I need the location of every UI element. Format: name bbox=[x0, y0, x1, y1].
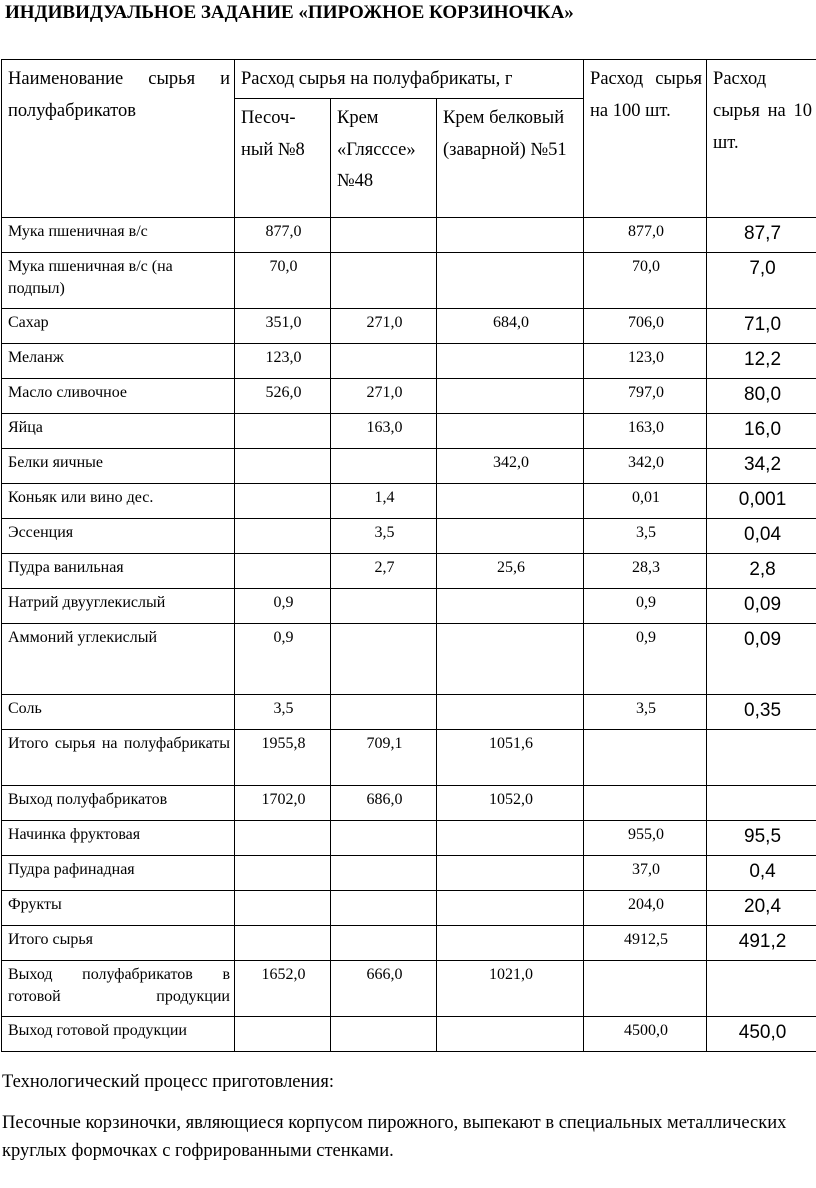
cell-glace: 709,1 bbox=[331, 729, 437, 785]
cell-glace bbox=[331, 217, 437, 252]
table-row bbox=[2, 855, 816, 890]
cell-glace bbox=[331, 820, 437, 855]
table-row bbox=[2, 729, 816, 785]
cell-protein bbox=[437, 378, 584, 413]
cell-glace bbox=[331, 1016, 437, 1051]
header-group: Расход сырья на полуфабрикаты, г bbox=[235, 60, 584, 99]
cell-glace: 271,0 bbox=[331, 378, 437, 413]
row-name-cell: Яйца bbox=[2, 413, 235, 448]
cell-sand bbox=[235, 518, 331, 553]
process-heading: Технологический процесс приготовления: bbox=[2, 1072, 334, 1092]
cell-protein: 1021,0 bbox=[437, 960, 584, 1016]
cell-protein bbox=[437, 413, 584, 448]
cell-per10: 95,5 bbox=[707, 820, 816, 855]
cell-sand bbox=[235, 1016, 331, 1051]
cell-per100: 342,0 bbox=[584, 448, 707, 483]
cell-glace bbox=[331, 623, 437, 694]
cell-sand: 1955,8 bbox=[235, 729, 331, 785]
cell-per100: 877,0 bbox=[584, 217, 707, 252]
header-sub-sand: Песоч-ный №8 bbox=[235, 98, 331, 217]
cell-sand bbox=[235, 820, 331, 855]
cell-sand: 877,0 bbox=[235, 217, 331, 252]
cell-per100: 3,5 bbox=[584, 518, 707, 553]
table-row bbox=[2, 553, 816, 588]
row-name-cell: Мука пшеничная в/с (на подпыл) bbox=[2, 252, 235, 308]
cell-protein bbox=[437, 623, 584, 694]
row-name-cell: Аммоний углекислый bbox=[2, 623, 235, 694]
row-name-cell: Натрий двууглекислый bbox=[2, 588, 235, 623]
table-row bbox=[2, 820, 816, 855]
table-row bbox=[2, 890, 816, 925]
table-row bbox=[2, 413, 816, 448]
cell-protein bbox=[437, 1016, 584, 1051]
cell-per10: 0,35 bbox=[707, 694, 816, 729]
header-sub-glace: Крем «Глясссе» №48 bbox=[331, 98, 437, 217]
cell-sand bbox=[235, 413, 331, 448]
row-name-cell: Масло сливочное bbox=[2, 378, 235, 413]
cell-per10: 12,2 bbox=[707, 343, 816, 378]
cell-protein bbox=[437, 252, 584, 308]
cell-protein bbox=[437, 518, 584, 553]
cell-glace: 686,0 bbox=[331, 785, 437, 820]
cell-per100 bbox=[584, 960, 707, 1016]
cell-protein bbox=[437, 588, 584, 623]
table-row bbox=[2, 378, 816, 413]
cell-sand: 0,9 bbox=[235, 623, 331, 694]
cell-per100 bbox=[584, 729, 707, 785]
cell-protein bbox=[437, 217, 584, 252]
cell-sand: 123,0 bbox=[235, 343, 331, 378]
cell-glace bbox=[331, 925, 437, 960]
cell-sand: 70,0 bbox=[235, 252, 331, 308]
table-row bbox=[2, 308, 816, 343]
cell-sand: 351,0 bbox=[235, 308, 331, 343]
cell-sand bbox=[235, 925, 331, 960]
cell-per10: 80,0 bbox=[707, 378, 816, 413]
table-row bbox=[2, 252, 816, 308]
row-name-cell: Пудра рафинадная bbox=[2, 855, 235, 890]
cell-per10: 491,2 bbox=[707, 925, 816, 960]
cell-protein: 25,6 bbox=[437, 553, 584, 588]
document-title: ИНДИВИДУАЛЬНОЕ ЗАДАНИЕ «ПИРОЖНОЕ КОРЗИНОЧКА» bbox=[5, 2, 574, 23]
cell-glace bbox=[331, 890, 437, 925]
row-name-cell: Соль bbox=[2, 694, 235, 729]
cell-protein: 1051,6 bbox=[437, 729, 584, 785]
cell-per100: 163,0 bbox=[584, 413, 707, 448]
table-row bbox=[2, 217, 816, 252]
cell-glace: 2,7 bbox=[331, 553, 437, 588]
row-name-cell: Эссенция bbox=[2, 518, 235, 553]
process-section bbox=[2, 1068, 812, 1166]
table-row bbox=[2, 518, 816, 553]
table-header-row bbox=[2, 60, 816, 99]
table-row bbox=[2, 588, 816, 623]
cell-sand: 1652,0 bbox=[235, 960, 331, 1016]
cell-per100: 797,0 bbox=[584, 378, 707, 413]
row-name-cell: Меланж bbox=[2, 343, 235, 378]
cell-per100: 37,0 bbox=[584, 855, 707, 890]
table-row bbox=[2, 925, 816, 960]
cell-glace: 666,0 bbox=[331, 960, 437, 1016]
row-name-cell: Сахар bbox=[2, 308, 235, 343]
cell-protein bbox=[437, 925, 584, 960]
cell-per10: 450,0 bbox=[707, 1016, 816, 1051]
cell-per10: 71,0 bbox=[707, 308, 816, 343]
cell-protein: 342,0 bbox=[437, 448, 584, 483]
table-row bbox=[2, 448, 816, 483]
cell-per100: 0,01 bbox=[584, 483, 707, 518]
header-name-col: Наименование сырья и полуфабрикатов bbox=[2, 60, 235, 218]
cell-per100: 204,0 bbox=[584, 890, 707, 925]
cell-sand bbox=[235, 855, 331, 890]
cell-per100: 706,0 bbox=[584, 308, 707, 343]
cell-glace bbox=[331, 448, 437, 483]
cell-per10 bbox=[707, 785, 816, 820]
cell-sand bbox=[235, 483, 331, 518]
cell-protein: 684,0 bbox=[437, 308, 584, 343]
header-per100: Расход сырья на 100 шт. bbox=[584, 60, 707, 218]
cell-protein bbox=[437, 855, 584, 890]
row-name-cell: Начинка фруктовая bbox=[2, 820, 235, 855]
row-name-cell: Выход готовой продукции bbox=[2, 1016, 235, 1051]
cell-per10: 0,04 bbox=[707, 518, 816, 553]
cell-per10: 87,7 bbox=[707, 217, 816, 252]
recipe-table bbox=[1, 59, 816, 1052]
process-text: Песочные корзиночки, являющиеся корпусом пирожного, выпекают в специальных металлических круглых формочках с гофрированными стенками. bbox=[2, 1112, 787, 1162]
row-name-cell: Фрукты bbox=[2, 890, 235, 925]
cell-per100: 70,0 bbox=[584, 252, 707, 308]
header-sub-protein: Крем белковый (заварной) №51 bbox=[437, 98, 584, 217]
cell-glace: 271,0 bbox=[331, 308, 437, 343]
cell-per10: 7,0 bbox=[707, 252, 816, 308]
row-name-cell: Итого сырья на полуфабрикаты bbox=[2, 729, 235, 785]
cell-glace: 1,4 bbox=[331, 483, 437, 518]
table-row bbox=[2, 483, 816, 518]
cell-per10: 16,0 bbox=[707, 413, 816, 448]
row-name-cell: Выход полуфабрикатов в готовой продукции bbox=[2, 960, 235, 1016]
cell-per10 bbox=[707, 960, 816, 1016]
cell-glace bbox=[331, 252, 437, 308]
cell-protein bbox=[437, 343, 584, 378]
cell-protein bbox=[437, 820, 584, 855]
cell-per100 bbox=[584, 785, 707, 820]
cell-protein bbox=[437, 890, 584, 925]
cell-per10: 20,4 bbox=[707, 890, 816, 925]
cell-protein bbox=[437, 483, 584, 518]
cell-per100: 3,5 bbox=[584, 694, 707, 729]
table-row bbox=[2, 960, 816, 1016]
cell-per10: 0,09 bbox=[707, 588, 816, 623]
table-row bbox=[2, 1016, 816, 1051]
table-body bbox=[2, 217, 816, 1051]
cell-sand: 0,9 bbox=[235, 588, 331, 623]
cell-per100: 955,0 bbox=[584, 820, 707, 855]
cell-per10: 0,001 bbox=[707, 483, 816, 518]
cell-per100: 123,0 bbox=[584, 343, 707, 378]
row-name-cell: Итого сырья bbox=[2, 925, 235, 960]
cell-per100: 0,9 bbox=[584, 588, 707, 623]
cell-protein bbox=[437, 694, 584, 729]
row-name-cell: Мука пшеничная в/с bbox=[2, 217, 235, 252]
cell-protein: 1052,0 bbox=[437, 785, 584, 820]
header-per10: Расход сырья на 10 шт. bbox=[707, 60, 816, 218]
cell-sand: 1702,0 bbox=[235, 785, 331, 820]
cell-glace: 3,5 bbox=[331, 518, 437, 553]
cell-per100: 28,3 bbox=[584, 553, 707, 588]
cell-per10: 0,4 bbox=[707, 855, 816, 890]
cell-sand bbox=[235, 448, 331, 483]
cell-sand: 3,5 bbox=[235, 694, 331, 729]
cell-sand: 526,0 bbox=[235, 378, 331, 413]
row-name-cell: Пудра ванильная bbox=[2, 553, 235, 588]
table-row bbox=[2, 623, 816, 694]
cell-per10: 2,8 bbox=[707, 553, 816, 588]
cell-glace bbox=[331, 855, 437, 890]
cell-per10 bbox=[707, 729, 816, 785]
table-row bbox=[2, 343, 816, 378]
cell-sand bbox=[235, 553, 331, 588]
cell-per100: 4500,0 bbox=[584, 1016, 707, 1051]
cell-glace bbox=[331, 694, 437, 729]
row-name-cell: Выход полуфабрикатов bbox=[2, 785, 235, 820]
table-row bbox=[2, 694, 816, 729]
row-name-cell: Коньяк или вино дес. bbox=[2, 483, 235, 518]
cell-per100: 4912,5 bbox=[584, 925, 707, 960]
cell-sand bbox=[235, 890, 331, 925]
cell-per10: 34,2 bbox=[707, 448, 816, 483]
cell-glace bbox=[331, 343, 437, 378]
row-name-cell: Белки яичные bbox=[2, 448, 235, 483]
cell-per100: 0,9 bbox=[584, 623, 707, 694]
table-row bbox=[2, 785, 816, 820]
cell-glace: 163,0 bbox=[331, 413, 437, 448]
cell-per10: 0,09 bbox=[707, 623, 816, 694]
cell-glace bbox=[331, 588, 437, 623]
